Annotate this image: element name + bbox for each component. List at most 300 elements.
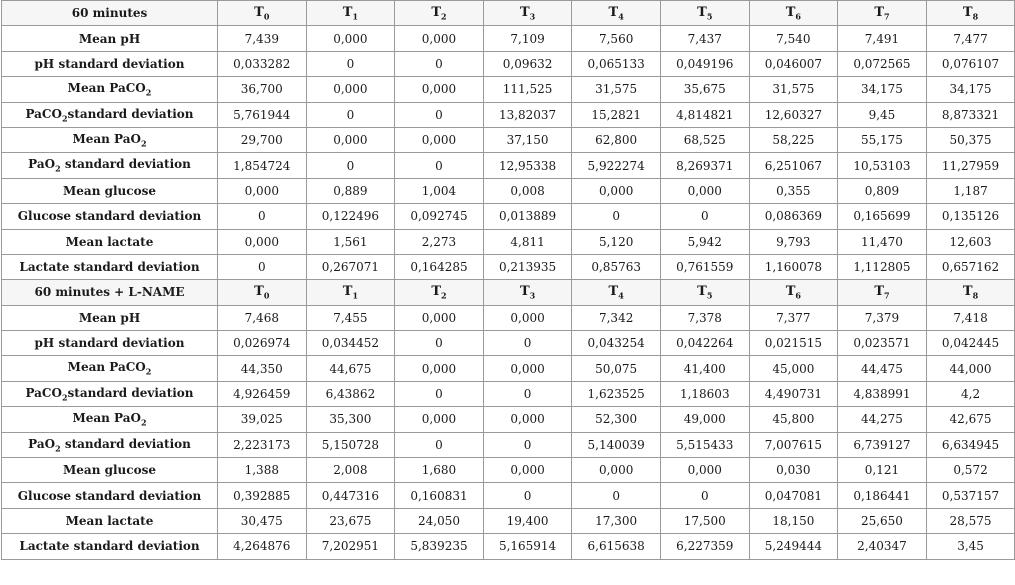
table-cell: 4,490731 — [749, 381, 838, 406]
timepoint-header — [838, 1, 927, 26]
table-cell: 12,60327 — [749, 102, 838, 127]
timepoint-subscript: 8 — [972, 290, 979, 301]
table-cell: 0 — [660, 483, 749, 508]
timepoint-header — [483, 1, 572, 26]
row-label — [2, 356, 218, 381]
timepoint-header — [395, 1, 484, 26]
row-label-suffix: standard deviation — [60, 157, 191, 172]
table-cell: 0 — [306, 51, 395, 76]
row-label-subscript: 2 — [61, 392, 68, 403]
table-cell: 7,491 — [838, 26, 927, 51]
row-label-subscript: 2 — [140, 417, 147, 428]
table-cell: 17,500 — [660, 508, 749, 533]
row-label-suffix: standard deviation — [67, 385, 194, 400]
table-row — [2, 254, 1015, 279]
table-cell: 0,072565 — [838, 51, 927, 76]
timepoint-header — [926, 1, 1015, 26]
table-cell: 35,300 — [306, 407, 395, 432]
table-cell: 5,839235 — [395, 534, 484, 559]
table-cell: 0,000 — [306, 127, 395, 152]
table-cell: 0,537157 — [926, 483, 1015, 508]
table-cell: 0,000 — [483, 305, 572, 330]
timepoint-base: T — [608, 284, 619, 300]
table-cell: 1,623525 — [572, 381, 661, 406]
table-cell: 0,021515 — [749, 331, 838, 356]
row-label — [2, 127, 218, 152]
row-label-text: Mean lactate — [65, 234, 154, 249]
timepoint-header — [926, 280, 1015, 305]
timepoint-header — [572, 1, 661, 26]
timepoint-subscript: 6 — [795, 11, 801, 22]
table-cell: 30,475 — [218, 508, 307, 533]
table-cell: 9,45 — [838, 102, 927, 127]
section-header-row — [2, 280, 1015, 305]
table-cell: 0,447316 — [306, 483, 395, 508]
table-row — [2, 432, 1015, 457]
table-cell: 8,269371 — [660, 153, 749, 178]
table-cell: 42,675 — [926, 407, 1015, 432]
table-cell: 6,227359 — [660, 534, 749, 559]
table-cell: 0,000 — [572, 458, 661, 483]
table-cell: 0,355 — [749, 178, 838, 203]
row-label — [2, 153, 218, 178]
table-cell: 0 — [660, 204, 749, 229]
table-cell: 0,000 — [306, 77, 395, 102]
table-cell: 0,85763 — [572, 254, 661, 279]
table-cell: 0 — [572, 483, 661, 508]
table-cell: 111,525 — [483, 77, 572, 102]
table-cell: 0 — [218, 254, 307, 279]
timepoint-base: T — [519, 284, 530, 300]
section-title: 60 minutes + L-NAME — [2, 280, 218, 305]
table-cell: 0,392885 — [218, 483, 307, 508]
table-cell: 4,264876 — [218, 534, 307, 559]
row-label-text: Mean PaCO — [67, 81, 146, 96]
table-cell: 0 — [572, 204, 661, 229]
table-cell: 11,470 — [838, 229, 927, 254]
table-cell: 6,251067 — [749, 153, 838, 178]
table-cell: 13,82037 — [483, 102, 572, 127]
table-cell: 0 — [395, 331, 484, 356]
table-cell: 4,2 — [926, 381, 1015, 406]
table-cell: 4,814821 — [660, 102, 749, 127]
table-cell: 0,000 — [306, 26, 395, 51]
timepoint-subscript: 3 — [529, 290, 536, 301]
table-cell: 6,739127 — [838, 432, 927, 457]
table-cell: 44,350 — [218, 356, 307, 381]
table-cell: 7,540 — [749, 26, 838, 51]
table-cell: 50,075 — [572, 356, 661, 381]
timepoint-header — [660, 280, 749, 305]
timepoint-base: T — [874, 4, 884, 20]
table-cell: 11,27959 — [926, 153, 1015, 178]
timepoint-base: T — [697, 284, 707, 300]
table-cell: 29,700 — [218, 127, 307, 152]
table-cell: 17,300 — [572, 508, 661, 533]
table-cell: 5,761944 — [218, 102, 307, 127]
row-label-text: Mean glucose — [63, 463, 156, 478]
table-cell: 44,475 — [838, 356, 927, 381]
table-cell: 44,000 — [926, 356, 1015, 381]
table-cell: 0,121 — [838, 458, 927, 483]
table-cell: 7,377 — [749, 305, 838, 330]
row-label — [2, 51, 218, 76]
timepoint-base: T — [431, 4, 442, 20]
table-cell: 2,008 — [306, 458, 395, 483]
table-cell: 0,000 — [395, 26, 484, 51]
table-row — [2, 381, 1015, 406]
table-cell: 7,378 — [660, 305, 749, 330]
table-cell: 0,213935 — [483, 254, 572, 279]
row-label-text: Lactate standard deviation — [19, 260, 200, 275]
table-cell: 1,561 — [306, 229, 395, 254]
table-cell: 0,000 — [572, 178, 661, 203]
row-label — [2, 407, 218, 432]
timepoint-subscript: 6 — [795, 290, 801, 301]
table-cell: 0 — [483, 381, 572, 406]
timepoint-base: T — [697, 4, 707, 20]
table-cell: 0,000 — [395, 356, 484, 381]
timepoint-base: T — [254, 4, 264, 20]
row-label-text: Lactate standard deviation — [19, 539, 200, 554]
table-cell: 55,175 — [838, 127, 927, 152]
table-cell: 6,634945 — [926, 432, 1015, 457]
table-cell: 0,186441 — [838, 483, 927, 508]
table-cell: 5,922274 — [572, 153, 661, 178]
table-row — [2, 26, 1015, 51]
timepoint-base: T — [962, 284, 973, 300]
table-row — [2, 204, 1015, 229]
table-cell: 0,000 — [483, 458, 572, 483]
table-cell: 1,388 — [218, 458, 307, 483]
table-cell: 0,000 — [483, 407, 572, 432]
timepoint-header — [660, 1, 749, 26]
table-cell: 0 — [483, 331, 572, 356]
table-cell: 7,379 — [838, 305, 927, 330]
row-label-text: Mean PaCO — [67, 360, 146, 375]
timepoint-header — [306, 1, 395, 26]
table-cell: 0,092745 — [395, 204, 484, 229]
timepoint-subscript: 2 — [441, 11, 447, 22]
timepoint-header — [395, 280, 484, 305]
row-label — [2, 458, 218, 483]
timepoint-header — [749, 1, 838, 26]
table-cell: 7,437 — [660, 26, 749, 51]
table-cell: 45,000 — [749, 356, 838, 381]
table-cell: 0,160831 — [395, 483, 484, 508]
table-row — [2, 407, 1015, 432]
table-cell: 1,680 — [395, 458, 484, 483]
table-cell: 0 — [395, 51, 484, 76]
row-label-text: Mean glucose — [63, 183, 156, 198]
table-cell: 7,468 — [218, 305, 307, 330]
timepoint-base: T — [785, 4, 796, 20]
table-cell: 7,418 — [926, 305, 1015, 330]
table-cell: 4,838991 — [838, 381, 927, 406]
table-cell: 18,150 — [749, 508, 838, 533]
table-row — [2, 153, 1015, 178]
table-cell: 0,065133 — [572, 51, 661, 76]
row-label-subscript: 2 — [55, 163, 61, 174]
timepoint-subscript: 4 — [618, 11, 624, 22]
table-cell: 0,000 — [395, 77, 484, 102]
row-label-subscript: 2 — [145, 366, 152, 377]
table-row — [2, 305, 1015, 330]
table-cell: 0,000 — [218, 178, 307, 203]
table-cell: 19,400 — [483, 508, 572, 533]
table-cell: 1,160078 — [749, 254, 838, 279]
table-cell: 5,140039 — [572, 432, 661, 457]
table-cell: 45,800 — [749, 407, 838, 432]
table-cell: 0,046007 — [749, 51, 838, 76]
table-cell: 0,042445 — [926, 331, 1015, 356]
row-label-text: PaCO — [25, 385, 62, 400]
table-cell: 0,023571 — [838, 331, 927, 356]
table-cell: 5,515433 — [660, 432, 749, 457]
row-label-text: PaO — [28, 157, 56, 172]
row-label — [2, 432, 218, 457]
results-table — [1, 0, 1015, 560]
table-cell: 1,112805 — [838, 254, 927, 279]
table-cell: 10,53103 — [838, 153, 927, 178]
table-cell: 1,004 — [395, 178, 484, 203]
table-cell: 0 — [306, 102, 395, 127]
table-cell: 0,164285 — [395, 254, 484, 279]
row-label — [2, 331, 218, 356]
table-cell: 1,18603 — [660, 381, 749, 406]
table-cell: 0,657162 — [926, 254, 1015, 279]
row-label-subscript: 2 — [55, 443, 61, 454]
table-row — [2, 102, 1015, 127]
table-cell: 5,150728 — [306, 432, 395, 457]
table-row — [2, 127, 1015, 152]
timepoint-header — [749, 280, 838, 305]
table-body — [2, 1, 1015, 560]
table-cell: 0,086369 — [749, 204, 838, 229]
table-cell: 0,033282 — [218, 51, 307, 76]
table-cell: 0,008 — [483, 178, 572, 203]
timepoint-subscript: 5 — [706, 290, 713, 301]
timepoint-base: T — [874, 284, 884, 300]
timepoint-header — [572, 280, 661, 305]
table-row — [2, 229, 1015, 254]
row-label-text: Glucose standard deviation — [17, 488, 202, 503]
table-row — [2, 51, 1015, 76]
row-label — [2, 102, 218, 127]
row-label-text: Mean lactate — [65, 514, 154, 528]
table-cell: 0 — [483, 432, 572, 457]
table-cell: 0,000 — [660, 178, 749, 203]
table-cell: 31,575 — [749, 77, 838, 102]
row-label — [2, 305, 218, 330]
table-cell: 0 — [306, 153, 395, 178]
table-cell: 3,45 — [926, 534, 1015, 559]
table-cell: 0 — [395, 102, 484, 127]
table-cell: 0,000 — [483, 356, 572, 381]
table-cell: 37,150 — [483, 127, 572, 152]
section-header-row — [2, 1, 1015, 26]
row-label — [2, 381, 218, 406]
table-cell: 8,873321 — [926, 102, 1015, 127]
row-label-subscript: 2 — [145, 87, 152, 98]
row-label-subscript: 2 — [61, 112, 68, 123]
row-label-text: pH standard deviation — [34, 336, 185, 351]
table-row — [2, 331, 1015, 356]
table-cell: 0 — [483, 483, 572, 508]
table-cell: 0,049196 — [660, 51, 749, 76]
table-row — [2, 534, 1015, 559]
table-cell: 0,026974 — [218, 331, 307, 356]
table-cell: 4,811 — [483, 229, 572, 254]
table-cell: 0,122496 — [306, 204, 395, 229]
table-cell: 7,439 — [218, 26, 307, 51]
timepoint-subscript: 0 — [263, 11, 270, 22]
table-cell: 6,43862 — [306, 381, 395, 406]
table-cell: 0,572 — [926, 458, 1015, 483]
timepoint-subscript: 3 — [529, 11, 536, 22]
table-cell: 7,109 — [483, 26, 572, 51]
table-cell: 24,050 — [395, 508, 484, 533]
table-cell: 49,000 — [660, 407, 749, 432]
table-cell: 0,000 — [660, 458, 749, 483]
table-cell: 41,400 — [660, 356, 749, 381]
table-cell: 15,2821 — [572, 102, 661, 127]
timepoint-header — [306, 280, 395, 305]
timepoint-header — [483, 280, 572, 305]
table-cell: 0,000 — [395, 407, 484, 432]
timepoint-subscript: 1 — [352, 11, 359, 22]
table-cell: 44,275 — [838, 407, 927, 432]
timepoint-base: T — [519, 4, 530, 20]
row-label — [2, 178, 218, 203]
table-cell: 0,889 — [306, 178, 395, 203]
table-cell: 0,267071 — [306, 254, 395, 279]
table-cell: 23,675 — [306, 508, 395, 533]
table-cell: 62,800 — [572, 127, 661, 152]
table-cell: 58,225 — [749, 127, 838, 152]
row-label-text: pH standard deviation — [34, 56, 185, 71]
timepoint-header — [838, 280, 927, 305]
timepoint-header — [218, 1, 307, 26]
table-cell: 0,809 — [838, 178, 927, 203]
table-cell: 34,175 — [838, 77, 927, 102]
table-cell: 0 — [218, 204, 307, 229]
table-cell: 35,675 — [660, 77, 749, 102]
table-cell: 44,675 — [306, 356, 395, 381]
row-label — [2, 483, 218, 508]
table-cell: 7,202951 — [306, 534, 395, 559]
table-cell: 4,926459 — [218, 381, 307, 406]
table-row — [2, 77, 1015, 102]
row-label-text: Mean PaO — [72, 131, 141, 146]
timepoint-subscript: 1 — [352, 290, 359, 301]
table-cell: 7,455 — [306, 305, 395, 330]
table-cell: 7,342 — [572, 305, 661, 330]
row-label — [2, 229, 218, 254]
table-cell: 12,95338 — [483, 153, 572, 178]
table-cell: 0,013889 — [483, 204, 572, 229]
table-cell: 5,942 — [660, 229, 749, 254]
row-label-text: PaO — [28, 436, 56, 451]
table-cell: 12,603 — [926, 229, 1015, 254]
table-cell: 0,135126 — [926, 204, 1015, 229]
table-cell: 0,165699 — [838, 204, 927, 229]
table-cell: 34,175 — [926, 77, 1015, 102]
table-cell: 52,300 — [572, 407, 661, 432]
row-label-suffix: standard deviation — [67, 106, 194, 121]
row-label — [2, 77, 218, 102]
timepoint-subscript: 7 — [884, 11, 890, 22]
section-title: 60 minutes — [2, 1, 218, 26]
timepoint-subscript: 2 — [441, 290, 447, 301]
timepoint-subscript: 0 — [263, 290, 270, 301]
table-row — [2, 356, 1015, 381]
table-cell: 1,187 — [926, 178, 1015, 203]
table-row — [2, 458, 1015, 483]
table-cell: 0,076107 — [926, 51, 1015, 76]
table-cell: 0,000 — [395, 127, 484, 152]
table-cell: 6,615638 — [572, 534, 661, 559]
timepoint-base: T — [254, 284, 264, 300]
table-cell: 0,042264 — [660, 331, 749, 356]
row-label — [2, 254, 218, 279]
timepoint-subscript: 8 — [972, 11, 979, 22]
timepoint-header — [218, 280, 307, 305]
table-cell: 0,761559 — [660, 254, 749, 279]
table-cell: 7,007615 — [749, 432, 838, 457]
table-cell: 5,165914 — [483, 534, 572, 559]
table-cell: 31,575 — [572, 77, 661, 102]
table-cell: 0,000 — [395, 305, 484, 330]
table-cell: 25,650 — [838, 508, 927, 533]
table-row — [2, 178, 1015, 203]
table-cell: 0,047081 — [749, 483, 838, 508]
table-cell: 36,700 — [218, 77, 307, 102]
row-label — [2, 534, 218, 559]
timepoint-subscript: 5 — [706, 11, 713, 22]
table-cell: 0 — [395, 381, 484, 406]
table-cell: 0 — [395, 153, 484, 178]
table-cell: 0,043254 — [572, 331, 661, 356]
table-cell: 9,793 — [749, 229, 838, 254]
timepoint-base: T — [962, 4, 973, 20]
table-row — [2, 483, 1015, 508]
table-cell: 5,249444 — [749, 534, 838, 559]
timepoint-base: T — [785, 284, 796, 300]
row-label-text: Glucose standard deviation — [17, 209, 202, 224]
table-cell: 39,025 — [218, 407, 307, 432]
timepoint-base: T — [342, 4, 353, 20]
row-label-text: Mean PaO — [72, 411, 141, 426]
row-label-text: PaCO — [25, 106, 62, 121]
table-cell: 50,375 — [926, 127, 1015, 152]
table-cell: 0,034452 — [306, 331, 395, 356]
timepoint-base: T — [342, 284, 353, 300]
table-cell: 2,40347 — [838, 534, 927, 559]
timepoint-base: T — [431, 284, 442, 300]
table-cell: 5,120 — [572, 229, 661, 254]
timepoint-subscript: 4 — [618, 290, 624, 301]
table-row — [2, 508, 1015, 533]
table-cell: 7,560 — [572, 26, 661, 51]
row-label — [2, 508, 218, 533]
row-label-text: Mean pH — [78, 31, 141, 46]
table-cell: 1,854724 — [218, 153, 307, 178]
table-cell: 2,223173 — [218, 432, 307, 457]
table-cell: 0,09632 — [483, 51, 572, 76]
row-label — [2, 204, 218, 229]
row-label-text: Mean pH — [78, 310, 141, 325]
